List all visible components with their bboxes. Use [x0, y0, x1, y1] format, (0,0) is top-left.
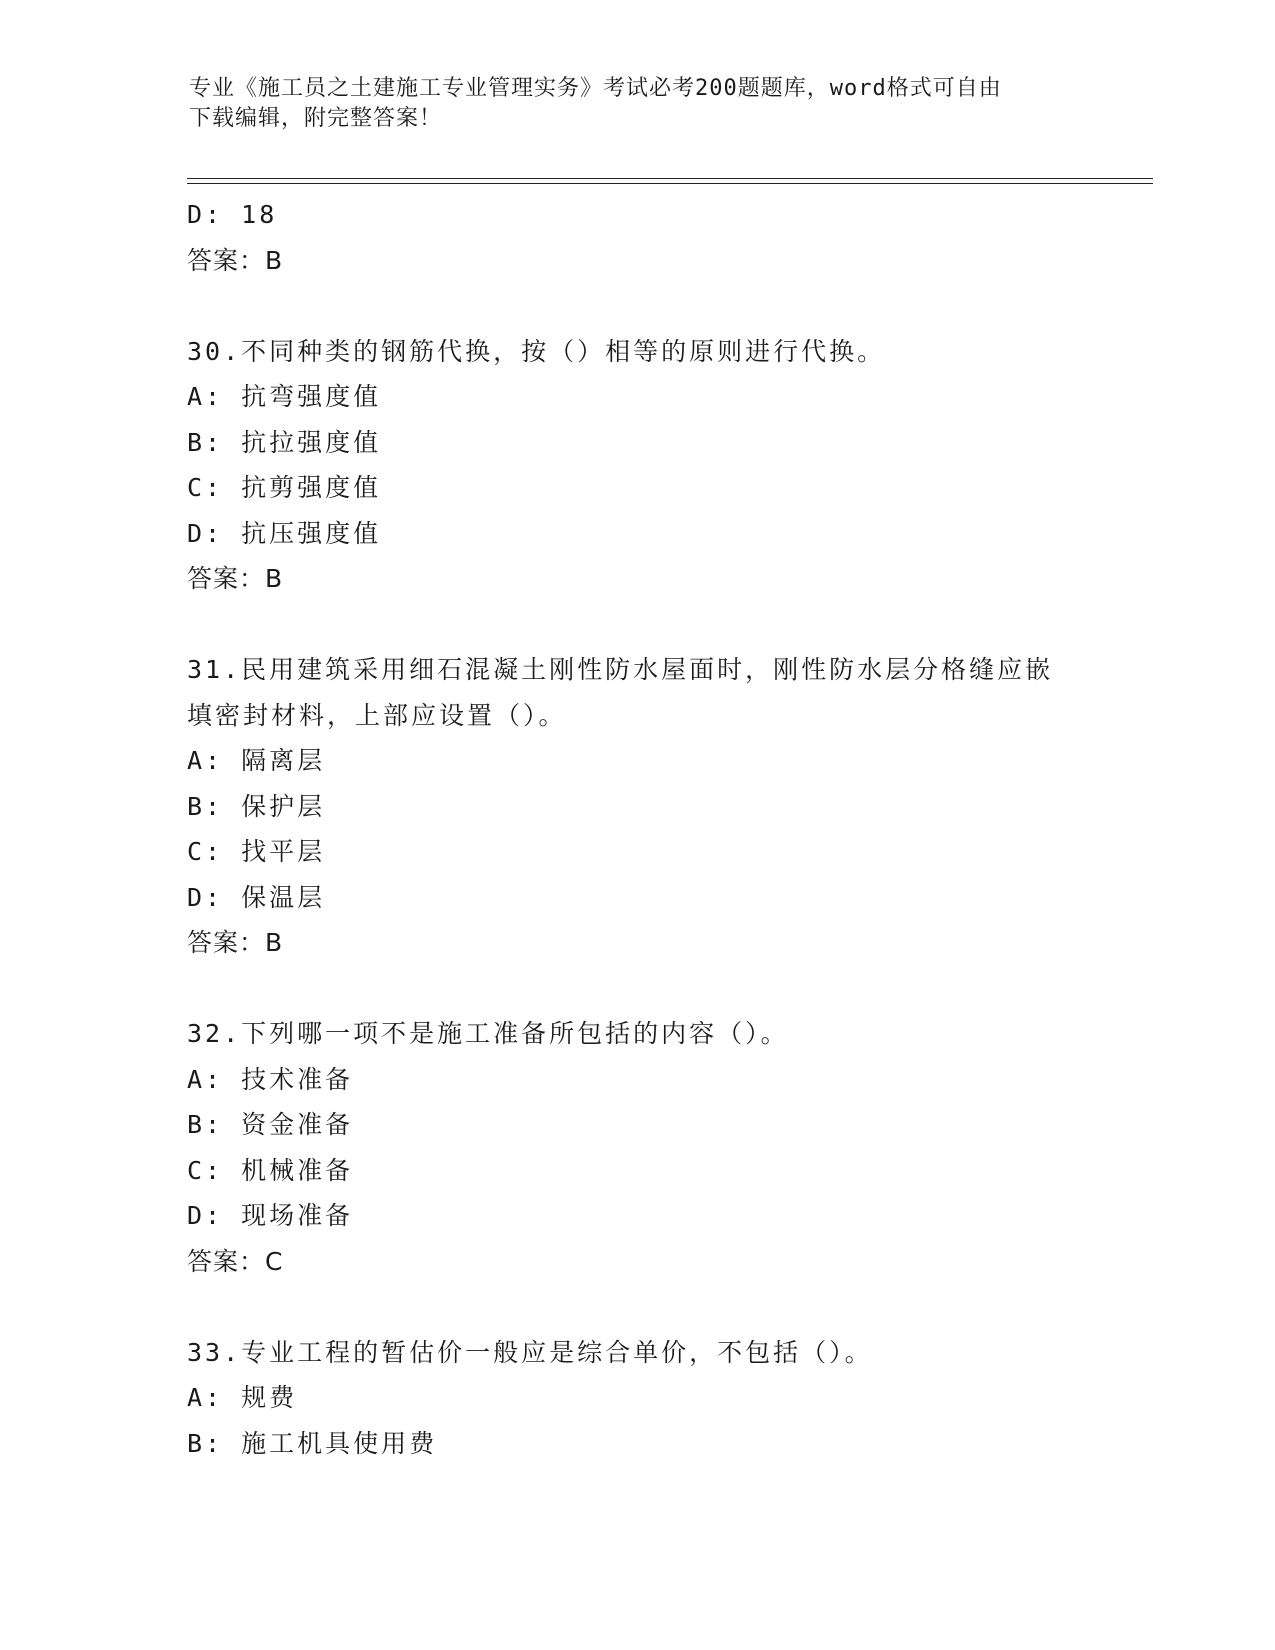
- question-title-33: 33.专业工程的暂估价一般应是综合单价，不包括（）。: [187, 1337, 873, 1367]
- header-divider-top: [187, 178, 1153, 179]
- option-a: A: 抗弯强度值: [187, 382, 382, 411]
- spacer: [187, 602, 1087, 648]
- option-d: D: 现场准备: [187, 1201, 354, 1230]
- question-title-32: 32.下列哪一项不是施工准备所包括的内容（）。: [187, 1019, 789, 1048]
- option-b: B: 施工机具使用费: [187, 1428, 438, 1458]
- option-b: B: 资金准备: [187, 1110, 354, 1139]
- option-c: C: 机械准备: [187, 1155, 354, 1185]
- spacer: [187, 283, 1087, 329]
- option-d: D: 保温层: [187, 882, 326, 912]
- option-c: C: 找平层: [187, 837, 326, 866]
- question-content: [187, 192, 1087, 1466]
- option-d: D: 抗压强度值: [187, 518, 382, 548]
- option-a: A: 隔离层: [187, 746, 326, 775]
- option-b: B: 保护层: [187, 791, 326, 821]
- option-b: B: 抗拉强度值: [187, 427, 382, 457]
- header-line-1: 专业《施工员之土建施工专业管理实务》考试必考200题题库，word格式可自由: [189, 76, 1002, 101]
- spacer: [187, 966, 1087, 1012]
- answer-line: 答案：B: [187, 928, 284, 957]
- answer-line: 答案：C: [187, 1246, 284, 1276]
- question-title-30: 30.不同种类的钢筋代换，按（）相等的原则进行代换。: [187, 336, 886, 366]
- header-divider-bottom: [187, 183, 1153, 184]
- option-a: A: 规费: [187, 1383, 298, 1412]
- answer-line: 答案：B: [187, 564, 284, 593]
- question-title-31-cont: 填密封材料，上部应设置（）。: [187, 700, 567, 730]
- option-c: C: 抗剪强度值: [187, 473, 382, 502]
- option-d: D: 18: [187, 200, 278, 229]
- spacer: [187, 1284, 1087, 1330]
- document-header: [189, 74, 1069, 134]
- answer-line: 答案：B: [187, 245, 284, 275]
- question-title-31: 31.民用建筑采用细石混凝土刚性防水屋面时，刚性防水层分格缝应嵌: [187, 655, 1054, 684]
- option-a: A: 技术准备: [187, 1064, 354, 1094]
- header-line-2: 下载编辑，附完整答案！: [189, 106, 443, 131]
